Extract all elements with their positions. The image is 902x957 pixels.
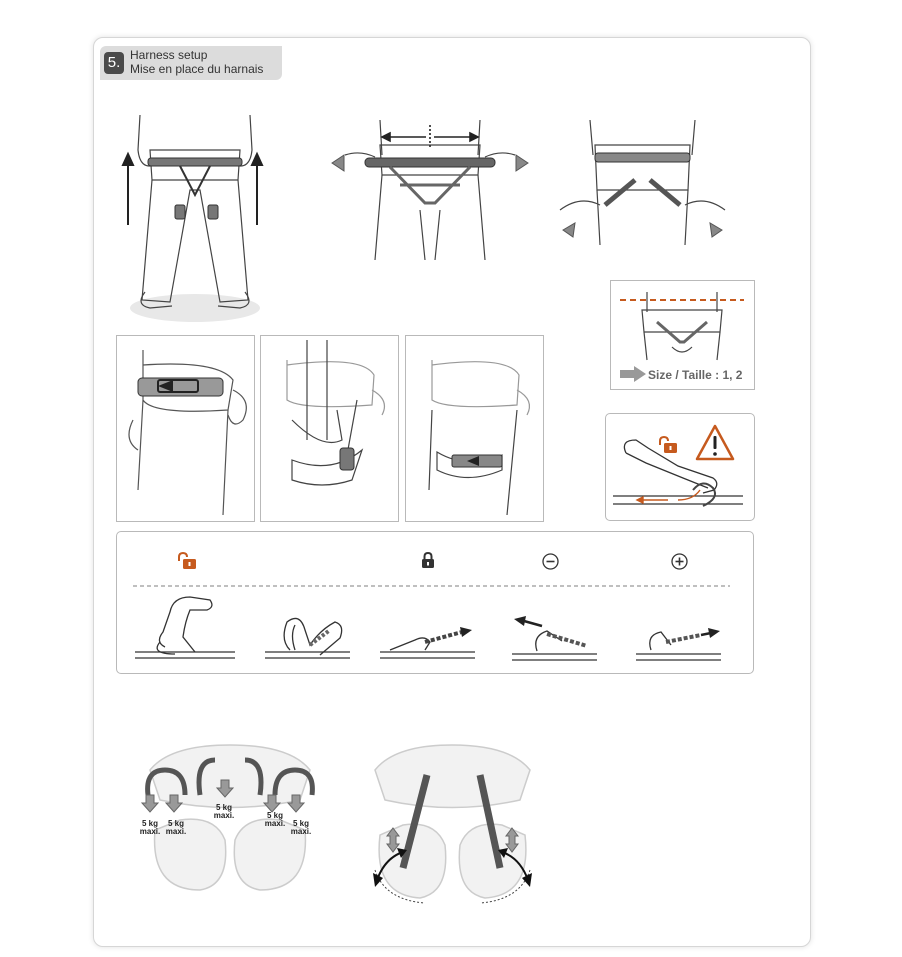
- buckle-step-threaded: [265, 610, 350, 665]
- size-diagram: [612, 282, 752, 362]
- leg-loop-elastic-diagram: [365, 740, 540, 905]
- locked-padlock-icon: [421, 552, 435, 569]
- arrow-right-icon: [620, 366, 646, 382]
- waist-buckle-illustration: [118, 340, 252, 518]
- step-title-fr: Mise en place du harnais: [130, 62, 264, 76]
- figure-tighten-waistbelt: [330, 115, 530, 265]
- step-number: 5.: [104, 52, 124, 74]
- load-label: 5 kg maxi.: [165, 819, 187, 836]
- step-title: [130, 48, 263, 76]
- warning-icon: [695, 424, 735, 462]
- buckle-step-loosen: [512, 616, 597, 664]
- figure-pull-up-harness: [120, 110, 270, 330]
- leg-loop-adjust-illustration: [407, 340, 541, 518]
- load-label: 5 kg maxi.: [264, 811, 286, 828]
- unlocked-padlock-icon: [177, 552, 197, 570]
- divider-dashed: [133, 584, 730, 588]
- size-label: Size / Taille : 1, 2: [648, 368, 743, 382]
- buckle-step-open: [135, 592, 235, 662]
- plus-circle-icon: [671, 553, 688, 570]
- buckle-step-locked: [380, 620, 475, 665]
- load-label: 5 kg maxi.: [139, 819, 161, 836]
- unlocked-padlock-icon: [658, 436, 678, 454]
- minus-circle-icon: [542, 553, 559, 570]
- leg-buckle-illustration: [262, 340, 396, 518]
- load-label: 5 kg maxi.: [213, 803, 235, 820]
- step-title-en: Harness setup: [130, 48, 208, 62]
- figure-tighten-leg-loops: [555, 115, 730, 245]
- load-label: 5 kg maxi.: [290, 819, 312, 836]
- buckle-step-tighten: [636, 620, 721, 664]
